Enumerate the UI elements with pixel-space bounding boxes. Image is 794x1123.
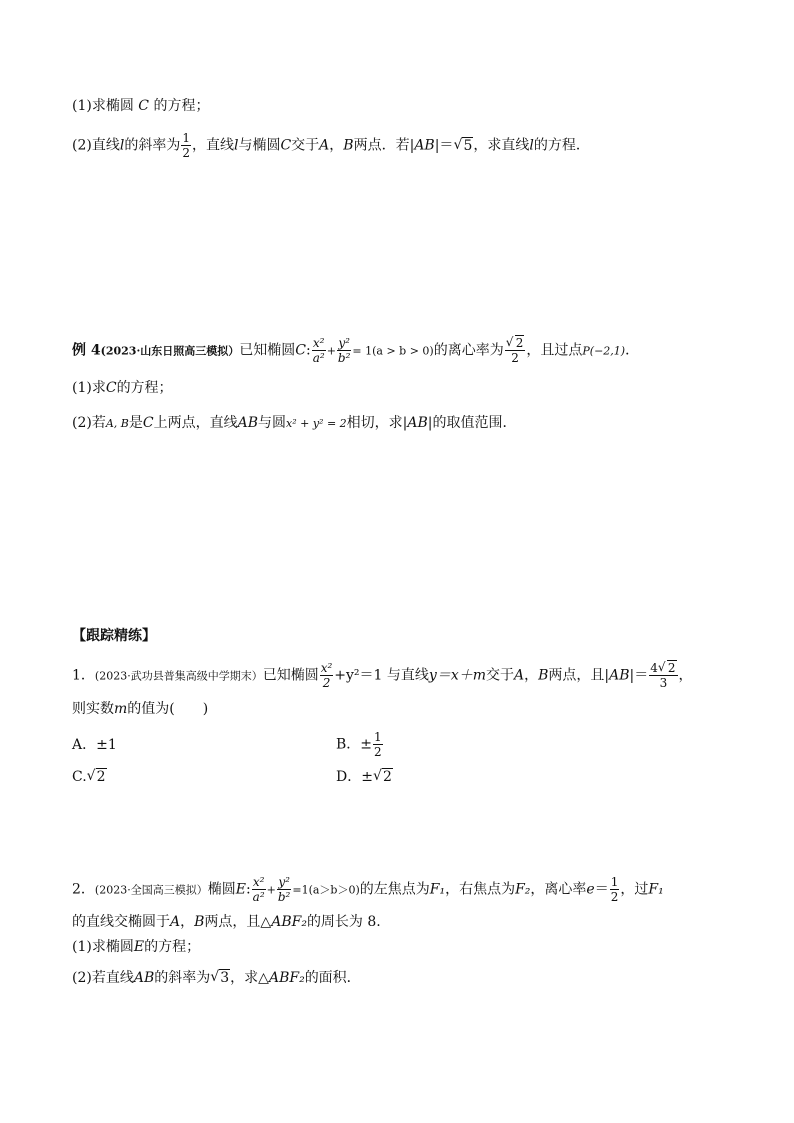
numerator: y² xyxy=(278,875,290,889)
text: ，离心率 xyxy=(530,881,587,898)
text: 椭圆 xyxy=(207,881,236,898)
option-a[interactable] xyxy=(72,735,117,755)
var-C: C xyxy=(280,137,292,154)
var-A: A xyxy=(319,137,330,154)
text: 的方程； xyxy=(144,939,201,955)
text: 与椭圆 xyxy=(238,137,281,154)
problem-1 xyxy=(72,662,693,689)
var-B: B xyxy=(538,667,549,684)
var-AB: AB xyxy=(237,415,258,431)
text: ， xyxy=(524,667,539,684)
denominator: b² xyxy=(337,351,351,365)
problem-source: (2023·全国高三模拟） xyxy=(94,883,208,897)
text: (2)若直线 xyxy=(72,970,134,986)
problem-2-part-2 xyxy=(72,968,361,988)
text: 上两点，直线 xyxy=(153,415,238,431)
radicand: 5 xyxy=(463,137,473,154)
var-l: l xyxy=(233,137,239,154)
fraction-y xyxy=(277,876,292,903)
fraction-x xyxy=(320,662,334,689)
example-4-part-1 xyxy=(72,378,173,398)
text: 交于 xyxy=(486,667,514,684)
numerator: x² xyxy=(312,336,325,350)
var-AB: AB xyxy=(414,137,435,154)
option-b[interactable] xyxy=(336,731,384,758)
sqrt xyxy=(87,767,107,787)
option-a-label: A．±1 xyxy=(72,737,117,753)
denominator: 2 xyxy=(610,890,619,904)
numerator: y² xyxy=(338,336,350,350)
text: (2)直线 xyxy=(72,137,120,154)
text: 交于 xyxy=(291,137,320,154)
text: ， xyxy=(329,137,344,154)
var-F1: F₁ xyxy=(648,881,664,898)
problem-number: 2． xyxy=(72,881,95,898)
sqrt xyxy=(373,767,393,787)
var-B: B xyxy=(194,914,205,930)
text: ，过 xyxy=(620,881,649,898)
radicand: 3 xyxy=(220,970,230,986)
circle-equation: x² + y² = 2 xyxy=(286,417,347,430)
text: 的斜率为 xyxy=(154,970,211,986)
point-P: P(−2,1) xyxy=(582,344,626,358)
var-e: e xyxy=(586,881,595,898)
radicand: 2 xyxy=(96,769,106,785)
text: |＝ xyxy=(434,137,454,154)
text: 两点．若| xyxy=(353,137,415,154)
var-E: E xyxy=(235,881,246,898)
fraction-eccentricity xyxy=(610,876,620,903)
fraction-eccentricity xyxy=(505,337,526,364)
text: ． xyxy=(625,342,640,359)
var-A: A xyxy=(514,667,525,684)
text: : xyxy=(245,881,251,898)
denominator: a² xyxy=(312,351,325,365)
text: 的周长为 8. xyxy=(306,914,381,930)
numerator: 1 xyxy=(610,875,619,889)
var-C: C xyxy=(105,380,117,396)
text: 的值为( ) xyxy=(127,701,209,717)
radicand: 2 xyxy=(382,769,392,785)
fraction-y xyxy=(337,337,352,364)
fraction-length xyxy=(649,662,677,689)
sqrt xyxy=(506,337,525,349)
problem-1-line-2 xyxy=(72,699,208,719)
numerator: 1 xyxy=(182,131,190,145)
text: 的方程； xyxy=(116,380,173,396)
fraction-slope xyxy=(181,132,191,159)
text: ， xyxy=(678,667,693,684)
abs-AB: |AB| xyxy=(402,415,433,431)
text: 是 xyxy=(128,415,143,431)
text: 则实数 xyxy=(72,701,114,717)
example-label: 例 4 xyxy=(72,342,101,359)
var-m: m xyxy=(114,701,128,717)
denominator: 2 xyxy=(322,676,331,690)
radicand: 2 xyxy=(667,661,676,675)
text: 已知椭圆 xyxy=(239,342,296,359)
option-d[interactable] xyxy=(336,767,393,787)
var-E: E xyxy=(133,939,145,955)
text: : xyxy=(306,342,311,359)
var-B: B xyxy=(343,137,354,154)
text: ，且过点 xyxy=(526,342,583,359)
fraction-x xyxy=(312,337,326,364)
section-header: 【跟踪精练】 xyxy=(72,628,156,644)
var-l: l xyxy=(529,137,534,154)
fraction xyxy=(373,731,383,758)
example-source: (2023·山东日照高三模拟） xyxy=(100,344,240,358)
fraction-x xyxy=(252,876,266,903)
denominator: 2 xyxy=(374,745,382,759)
text: +y²＝1 与直线 xyxy=(334,667,429,684)
triangle: ABF₂ xyxy=(271,914,307,930)
var-AB: AB xyxy=(609,667,630,684)
var-C: C xyxy=(138,98,150,114)
denominator: a² xyxy=(252,890,265,904)
radicand: 2 xyxy=(515,336,524,350)
option-d-label: D．± xyxy=(336,769,373,785)
text: 两点，且△ xyxy=(204,914,272,930)
text: ＝ xyxy=(594,881,609,898)
coefficient: 4 xyxy=(650,661,658,675)
example-4 xyxy=(72,337,639,364)
text: (2)若 xyxy=(72,415,106,431)
var-F2: F₂ xyxy=(515,881,531,898)
sqrt xyxy=(658,662,677,674)
text: 的直线交椭圆于 xyxy=(72,914,170,930)
var-C: C xyxy=(142,415,154,431)
question-1-part-2 xyxy=(72,132,590,159)
var-A: A xyxy=(170,914,181,930)
text: (1)求 xyxy=(72,380,106,396)
text: ，右焦点为 xyxy=(445,881,516,898)
option-c[interactable] xyxy=(72,767,107,787)
denominator: b² xyxy=(277,890,291,904)
text: 的面积． xyxy=(304,970,361,986)
option-b-label: B．± xyxy=(336,736,373,753)
option-c-label: C. xyxy=(72,769,87,785)
problem-number: 1． xyxy=(72,667,95,684)
condition: = 1(a > b > 0) xyxy=(352,344,434,358)
numerator: x² xyxy=(252,875,265,889)
sqrt xyxy=(210,968,230,988)
question-1-part-1 xyxy=(72,96,209,116)
text: 已知椭圆 xyxy=(262,667,319,684)
text: 的左焦点为 xyxy=(359,881,430,898)
triangle: ABF₂ xyxy=(268,970,305,986)
line-equation: y＝x＋m xyxy=(428,667,486,684)
numerator: 1 xyxy=(374,730,382,744)
text: + xyxy=(326,344,336,358)
text: (1)求椭圆 xyxy=(72,98,134,114)
denominator: 3 xyxy=(659,676,668,690)
text: (1)求椭圆 xyxy=(72,939,134,955)
text: ，直线 xyxy=(191,137,234,154)
denominator: 2 xyxy=(511,351,519,365)
problem-2-line-2: 的直线交椭圆于A，B两点，且△ABF₂的周长为 8. xyxy=(72,914,381,930)
text: 的方程； xyxy=(153,98,210,114)
text: ，求△ xyxy=(230,970,269,986)
problem-2-part-1 xyxy=(72,937,200,957)
denominator: 2 xyxy=(182,146,190,160)
var-AB: A, B xyxy=(105,417,129,430)
text: 的斜率为 xyxy=(124,137,181,154)
text: 的取值范围． xyxy=(432,415,517,431)
problem-2: 2．(2023·全国高三模拟）椭圆E: $\frac{\text{x²}}{\text{a²}}$ + $\frac{\text{y²}}{\text{b²}}$ =1(a＞b＞0)的左焦点为F₁，右焦点为F₂，离心率e＝ $\frac{1}{2}$ ，过F₁ xyxy=(72,875,664,904)
text: 的离心率为 xyxy=(433,342,504,359)
text: |＝ xyxy=(629,667,649,684)
problem-source: (2023·武功县普集高级中学期末） xyxy=(94,669,263,683)
var-AB: AB xyxy=(133,970,155,986)
var-C: C xyxy=(295,342,306,359)
var-l: l xyxy=(119,137,125,154)
numerator: x² xyxy=(320,661,333,675)
example-4-part-2 xyxy=(72,413,517,434)
text: 相切，求 xyxy=(346,415,403,431)
text: 与圆 xyxy=(258,415,286,431)
text: 的方程． xyxy=(533,137,590,154)
text: 两点，且| xyxy=(548,667,610,684)
condition: =1(a＞b＞0) xyxy=(292,883,360,897)
sqrt xyxy=(453,136,473,156)
var-F1: F₁ xyxy=(429,881,446,898)
text: ，求直线 xyxy=(473,137,530,154)
